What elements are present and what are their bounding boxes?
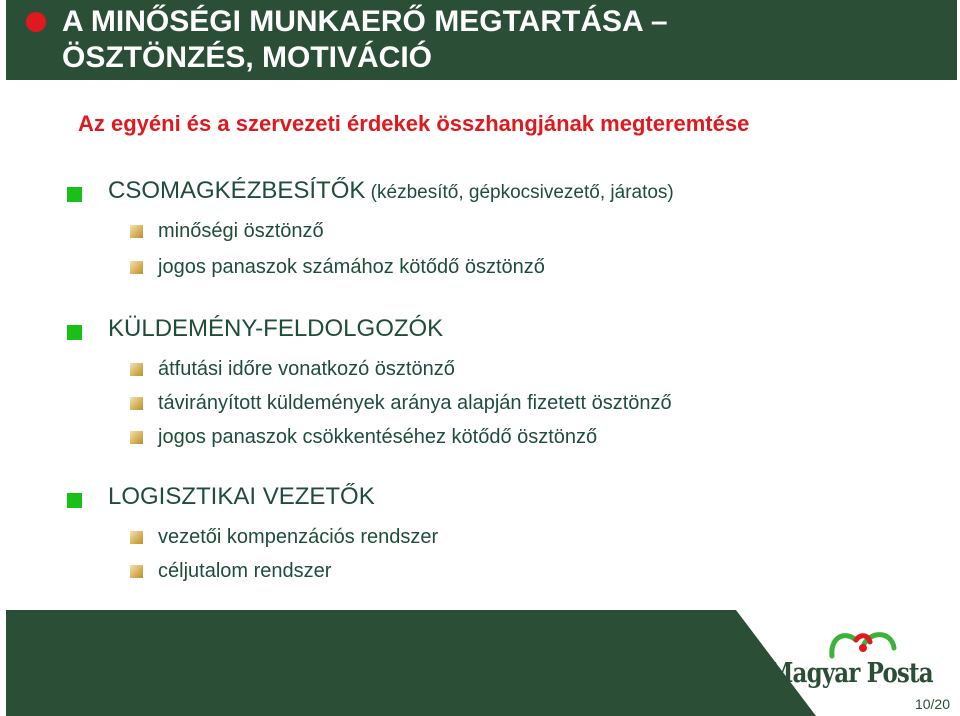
section-heading xyxy=(108,176,674,208)
square-bullet-icon xyxy=(130,431,143,444)
list-item-text: jogos panaszok csökkentéséhez kötődő ösztönző xyxy=(158,426,598,448)
list-item-text: jogos panaszok számához kötődő ösztönző xyxy=(158,256,545,278)
list-item-text: vezetői kompenzációs rendszer xyxy=(158,526,439,548)
logo-text: Magyar Posta xyxy=(768,658,933,689)
square-bullet-icon xyxy=(67,187,82,202)
title-bar xyxy=(6,0,957,80)
section-heading-text: LOGISZTIKAI VEZETŐK xyxy=(108,483,375,510)
square-bullet-icon xyxy=(130,565,143,578)
list-item-text: minőségi ösztönző xyxy=(158,220,324,242)
list-item-text: átfutási időre vonatkozó ösztönző xyxy=(158,358,455,380)
section-heading xyxy=(108,314,443,344)
list-item-text: távirányított küldemények aránya alapján fizetett ösztönző xyxy=(158,392,672,414)
section-heading-note: (kézbesítő, gépkocsivezető, járatos) xyxy=(365,182,674,203)
page-number: 10/20 xyxy=(914,696,950,712)
subtitle: Az egyéni és a szervezeti érdekek összhangjának megteremtése xyxy=(78,111,750,136)
section-heading-text: CSOMAGKÉZBESÍTŐK xyxy=(108,177,366,204)
list-item xyxy=(0,216,960,250)
square-bullet-icon xyxy=(130,261,143,274)
footer-bar xyxy=(6,610,736,716)
list-item xyxy=(0,354,960,388)
list-item-text: céljutalom rendszer xyxy=(158,560,332,582)
page-title: A MINŐSÉGI MUNKAERŐ MEGTARTÁSA – ÖSZTÖNZÉS, MOTIVÁCIÓ xyxy=(62,5,668,74)
list-item xyxy=(0,252,960,286)
square-bullet-icon xyxy=(67,325,82,340)
list-item xyxy=(0,556,960,590)
square-bullet-icon xyxy=(67,493,82,508)
square-bullet-icon xyxy=(130,363,143,376)
square-bullet-icon xyxy=(130,531,143,544)
section-heading xyxy=(108,482,375,512)
list-item xyxy=(0,388,960,422)
list-item xyxy=(0,522,960,556)
title-bullet-icon xyxy=(26,12,46,32)
list-item xyxy=(0,422,960,456)
square-bullet-icon xyxy=(130,397,143,410)
square-bullet-icon xyxy=(130,225,143,238)
section-heading-text: KÜLDEMÉNY-FELDOLGOZÓK xyxy=(108,315,444,342)
